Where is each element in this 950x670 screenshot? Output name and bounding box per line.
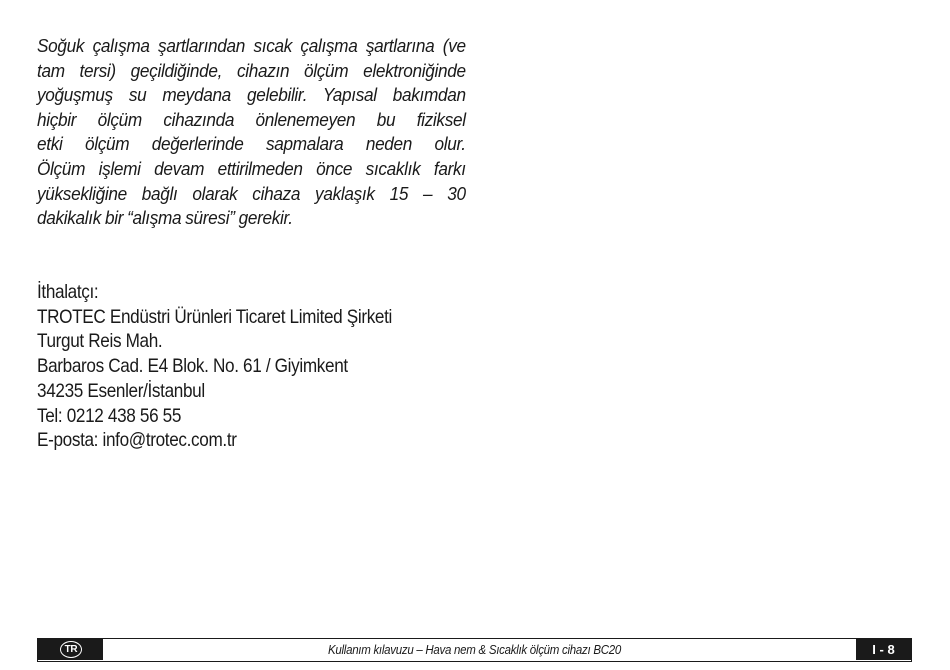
importer-email: E-posta: info@trotec.com.tr	[37, 429, 237, 452]
page-footer	[37, 638, 912, 662]
importer-street-detail: Barbaros Cad. E4 Blok. No. 61 / Giyimkent	[37, 355, 348, 378]
importer-company: TROTEC Endüstri Ürünleri Ticaret Limited Şirketi	[37, 305, 393, 328]
condensation-warning-paragraph	[37, 34, 466, 231]
manual-title: Kullanım kılavuzu – Hava nem & Sıcaklık ölçüm cihazı BC20	[328, 643, 621, 657]
warning-line: hiçbir ölçüm cihazında önlenemeyen bu fiziksel	[37, 108, 466, 130]
language-badge-icon: TR	[60, 641, 82, 658]
warning-line: yüksekliğine bağlı olarak cihaza yaklaşık 15 – 30	[37, 182, 466, 204]
page-number: I - 8	[856, 639, 911, 660]
importer-city: 34235 Esenler/İstanbul	[37, 379, 205, 402]
warning-line: Soğuk çalışma şartlarından sıcak çalışma şartlarına (ve	[37, 35, 466, 56]
importer-address-block	[37, 280, 392, 453]
warning-line: Ölçüm işlemi devam ettirilmeden önce sıcaklık farkı	[37, 157, 466, 179]
importer-phone: Tel: 0212 438 56 55	[37, 404, 182, 427]
warning-line: tam tersi) geçildiğinde, cihazın ölçüm elektroniğinde	[37, 59, 466, 81]
warning-line: dakikalık bir “alışma süresi” gerekir.	[37, 207, 293, 229]
warning-line: yoğuşmuş su meydana gelebilir. Yapısal bakımdan	[37, 84, 466, 106]
importer-label: İthalatçı:	[37, 281, 99, 303]
language-tab	[38, 639, 103, 660]
warning-line: etki ölçüm değerlerinde sapmalara neden olur.	[37, 133, 466, 155]
importer-street: Turgut Reis Mah.	[37, 330, 163, 353]
